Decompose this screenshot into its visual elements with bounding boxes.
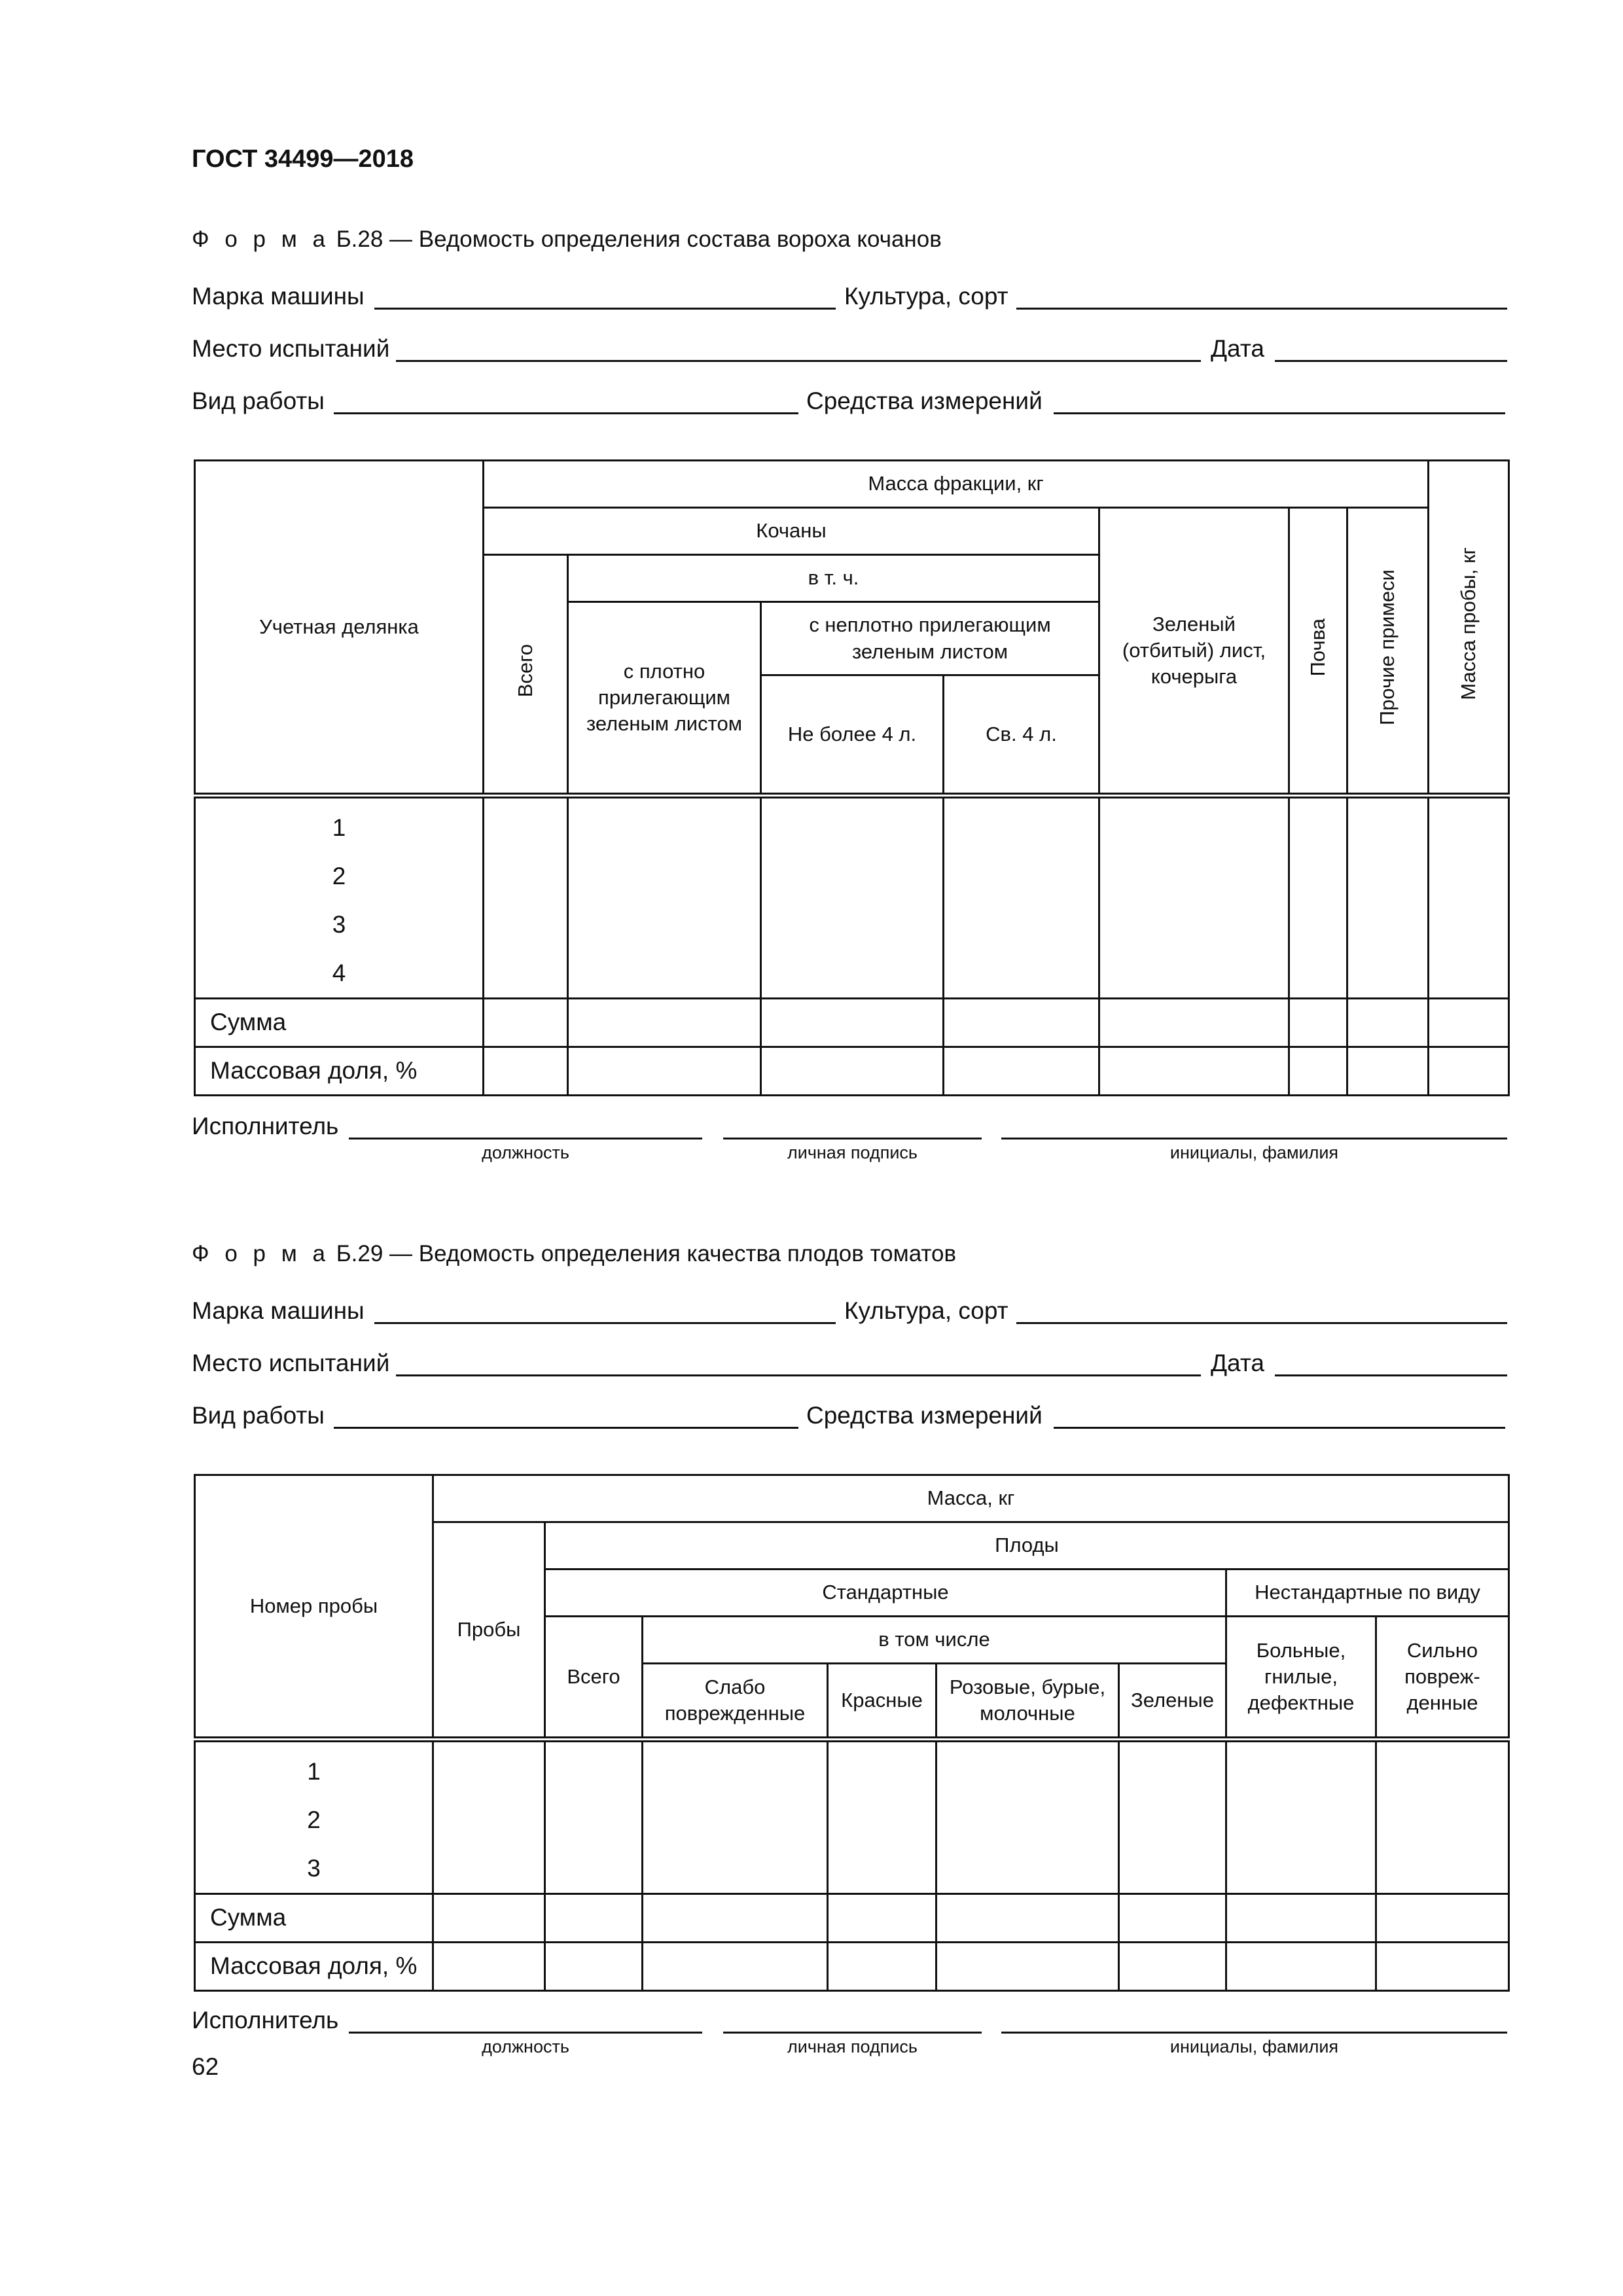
work-label: Вид работы (192, 1402, 325, 1429)
cell[interactable] (643, 1894, 828, 1943)
position-caption: должность (482, 2037, 569, 2056)
form-label: Ф о р м а (192, 226, 330, 252)
cell[interactable] (1226, 1894, 1376, 1943)
share-row-label: Массовая доля, % (195, 1943, 433, 1991)
cell[interactable] (1347, 796, 1429, 999)
form-b29-title (192, 1241, 956, 1267)
executor-label: Исполнитель (192, 1113, 339, 1139)
row-number: 1 (332, 814, 346, 841)
mass-header: Масса, кг (433, 1475, 1509, 1522)
place-field[interactable] (396, 360, 1201, 362)
loose-leaf-header: с неплотно прилегающим зеленым листом (761, 602, 1099, 675)
signature-field[interactable] (723, 1138, 982, 1139)
means-field[interactable] (1054, 412, 1505, 414)
cell[interactable] (568, 1047, 761, 1096)
work-field[interactable] (334, 412, 798, 414)
sample-mass-header: Масса пробы, кг (1429, 461, 1509, 796)
cell[interactable] (433, 1740, 545, 1894)
work-field[interactable] (334, 1427, 798, 1429)
cell[interactable] (484, 796, 568, 999)
green-header: Зеленые (1119, 1664, 1226, 1740)
max4-header: Не более 4 л. (761, 675, 944, 796)
slightly-damaged-header: Слабо поврежденные (643, 1664, 828, 1740)
cell[interactable] (944, 1047, 1099, 1096)
machine-label: Марка машины (192, 1297, 365, 1324)
cell[interactable] (1099, 1047, 1289, 1096)
cell[interactable] (643, 1943, 828, 1991)
cell[interactable] (1289, 796, 1347, 999)
sum-row-label: Сумма (195, 1894, 433, 1943)
form-b28-title (192, 226, 942, 253)
cell[interactable] (568, 999, 761, 1047)
form-title-text: Б.28 — Ведомость определения состава вороха кочанов (336, 226, 942, 252)
culture-field[interactable] (1016, 308, 1507, 310)
cell[interactable] (1119, 1740, 1226, 1894)
fraction-mass-header: Масса фракции, кг (484, 461, 1429, 508)
date-label: Дата (1211, 335, 1264, 362)
cell[interactable] (1226, 1943, 1376, 1991)
form-label: Ф о р м а (192, 1241, 330, 1266)
cell[interactable] (1376, 1740, 1509, 1894)
date-field[interactable] (1275, 360, 1507, 362)
tight-leaf-header: с плотно прилегающим зеленым листом (568, 602, 761, 796)
row-numbers (195, 1740, 433, 1894)
cell[interactable] (545, 1943, 643, 1991)
cell[interactable] (1289, 1047, 1347, 1096)
green-leaf-header: Зеленый (отбитый) лист, кочерыга (1099, 508, 1289, 796)
row-number: 2 (332, 863, 346, 889)
pink-header: Розовые, бурые, молочные (936, 1664, 1119, 1740)
soil-header: Почва (1289, 508, 1347, 796)
row-numbers (195, 796, 484, 999)
fruits-header: Плоды (545, 1522, 1509, 1570)
cell[interactable] (1347, 1047, 1429, 1096)
means-label: Средства измерений (806, 387, 1043, 414)
cell[interactable] (433, 1894, 545, 1943)
means-label: Средства измерений (806, 1402, 1043, 1429)
cell[interactable] (1099, 999, 1289, 1047)
cell[interactable] (761, 796, 944, 999)
cell[interactable] (545, 1894, 643, 1943)
sick-header: Больные, гнилые, дефектные (1226, 1617, 1376, 1740)
over4-header: Св. 4 л. (944, 675, 1099, 796)
sample-number-header: Номер пробы (195, 1475, 433, 1740)
date-label: Дата (1211, 1350, 1264, 1376)
cell[interactable] (568, 796, 761, 999)
cell[interactable] (1429, 796, 1509, 999)
cell[interactable] (1347, 999, 1429, 1047)
place-field[interactable] (396, 1374, 1201, 1376)
name-field[interactable] (1001, 2032, 1507, 2034)
cell[interactable] (828, 1740, 936, 1894)
position-caption: должность (482, 1143, 569, 1162)
machine-field[interactable] (374, 1322, 836, 1324)
culture-label: Культура, сорт (844, 283, 1008, 310)
date-field[interactable] (1275, 1374, 1507, 1376)
place-label: Место испытаний (192, 1350, 390, 1376)
executor-label: Исполнитель (192, 2007, 339, 2034)
total-header: Всего (545, 1617, 643, 1740)
cell[interactable] (433, 1943, 545, 1991)
name-caption: инициалы, фамилия (1169, 1143, 1339, 1162)
place-label: Место испытаний (192, 335, 390, 362)
cell[interactable] (1429, 1047, 1509, 1096)
heads-composition-table (194, 459, 1510, 1096)
nonstandard-header: Нестандартные по виду (1226, 1570, 1509, 1617)
including-header: в т. ч. (568, 555, 1099, 602)
cell[interactable] (1119, 1943, 1226, 1991)
other-impurities-header: Прочие примеси (1347, 508, 1429, 796)
form-title-text: Б.29 — Ведомость определения качества плодов томатов (336, 1241, 957, 1266)
page-number: 62 (192, 2053, 219, 2080)
cell[interactable] (936, 1894, 1119, 1943)
cell[interactable] (484, 1047, 568, 1096)
row-number: 3 (307, 1855, 321, 1882)
cell[interactable] (643, 1740, 828, 1894)
cell[interactable] (545, 1740, 643, 1894)
cell[interactable] (1099, 796, 1289, 999)
cell[interactable] (1376, 1894, 1509, 1943)
work-label: Вид работы (192, 387, 325, 414)
heavily-damaged-header: Сильно повреж-денные (1376, 1617, 1509, 1740)
signature-field[interactable] (723, 2032, 982, 2034)
samples-header: Пробы (433, 1522, 545, 1740)
cell[interactable] (1119, 1894, 1226, 1943)
signature-caption: личная подпись (787, 2037, 918, 2056)
row-number: 1 (307, 1758, 321, 1785)
row-number: 4 (332, 960, 346, 986)
total-header: Всего (484, 555, 568, 796)
cell[interactable] (1289, 999, 1347, 1047)
position-field[interactable] (349, 2032, 702, 2034)
row-number: 3 (332, 911, 346, 938)
standard-header: Стандартные (545, 1570, 1226, 1617)
cell[interactable] (761, 1047, 944, 1096)
including-header: в том числе (643, 1617, 1226, 1664)
cell[interactable] (944, 999, 1099, 1047)
culture-label: Культура, сорт (844, 1297, 1008, 1324)
cell[interactable] (936, 1943, 1119, 1991)
cell[interactable] (1429, 999, 1509, 1047)
document-id: ГОСТ 34499—2018 (192, 145, 414, 173)
tomato-quality-table (194, 1474, 1510, 1992)
culture-field[interactable] (1016, 1322, 1507, 1324)
cell[interactable] (1226, 1740, 1376, 1894)
machine-field[interactable] (374, 308, 836, 310)
sum-row-label: Сумма (195, 999, 484, 1047)
name-caption: инициалы, фамилия (1169, 2037, 1339, 2056)
machine-label: Марка машины (192, 283, 365, 310)
cell[interactable] (1376, 1943, 1509, 1991)
share-row-label: Массовая доля, % (195, 1047, 484, 1096)
cell[interactable] (761, 999, 944, 1047)
signature-caption: личная подпись (787, 1143, 918, 1162)
means-field[interactable] (1054, 1427, 1505, 1429)
red-header: Красные (828, 1664, 936, 1740)
cell[interactable] (828, 1943, 936, 1991)
cell[interactable] (828, 1894, 936, 1943)
cell[interactable] (944, 796, 1099, 999)
position-field[interactable] (349, 1138, 702, 1139)
row-number: 2 (307, 1806, 321, 1833)
name-field[interactable] (1001, 1138, 1507, 1139)
plot-header: Учетная делянка (195, 461, 484, 796)
heads-header: Кочаны (484, 508, 1099, 555)
cell[interactable] (936, 1740, 1119, 1894)
cell[interactable] (484, 999, 568, 1047)
